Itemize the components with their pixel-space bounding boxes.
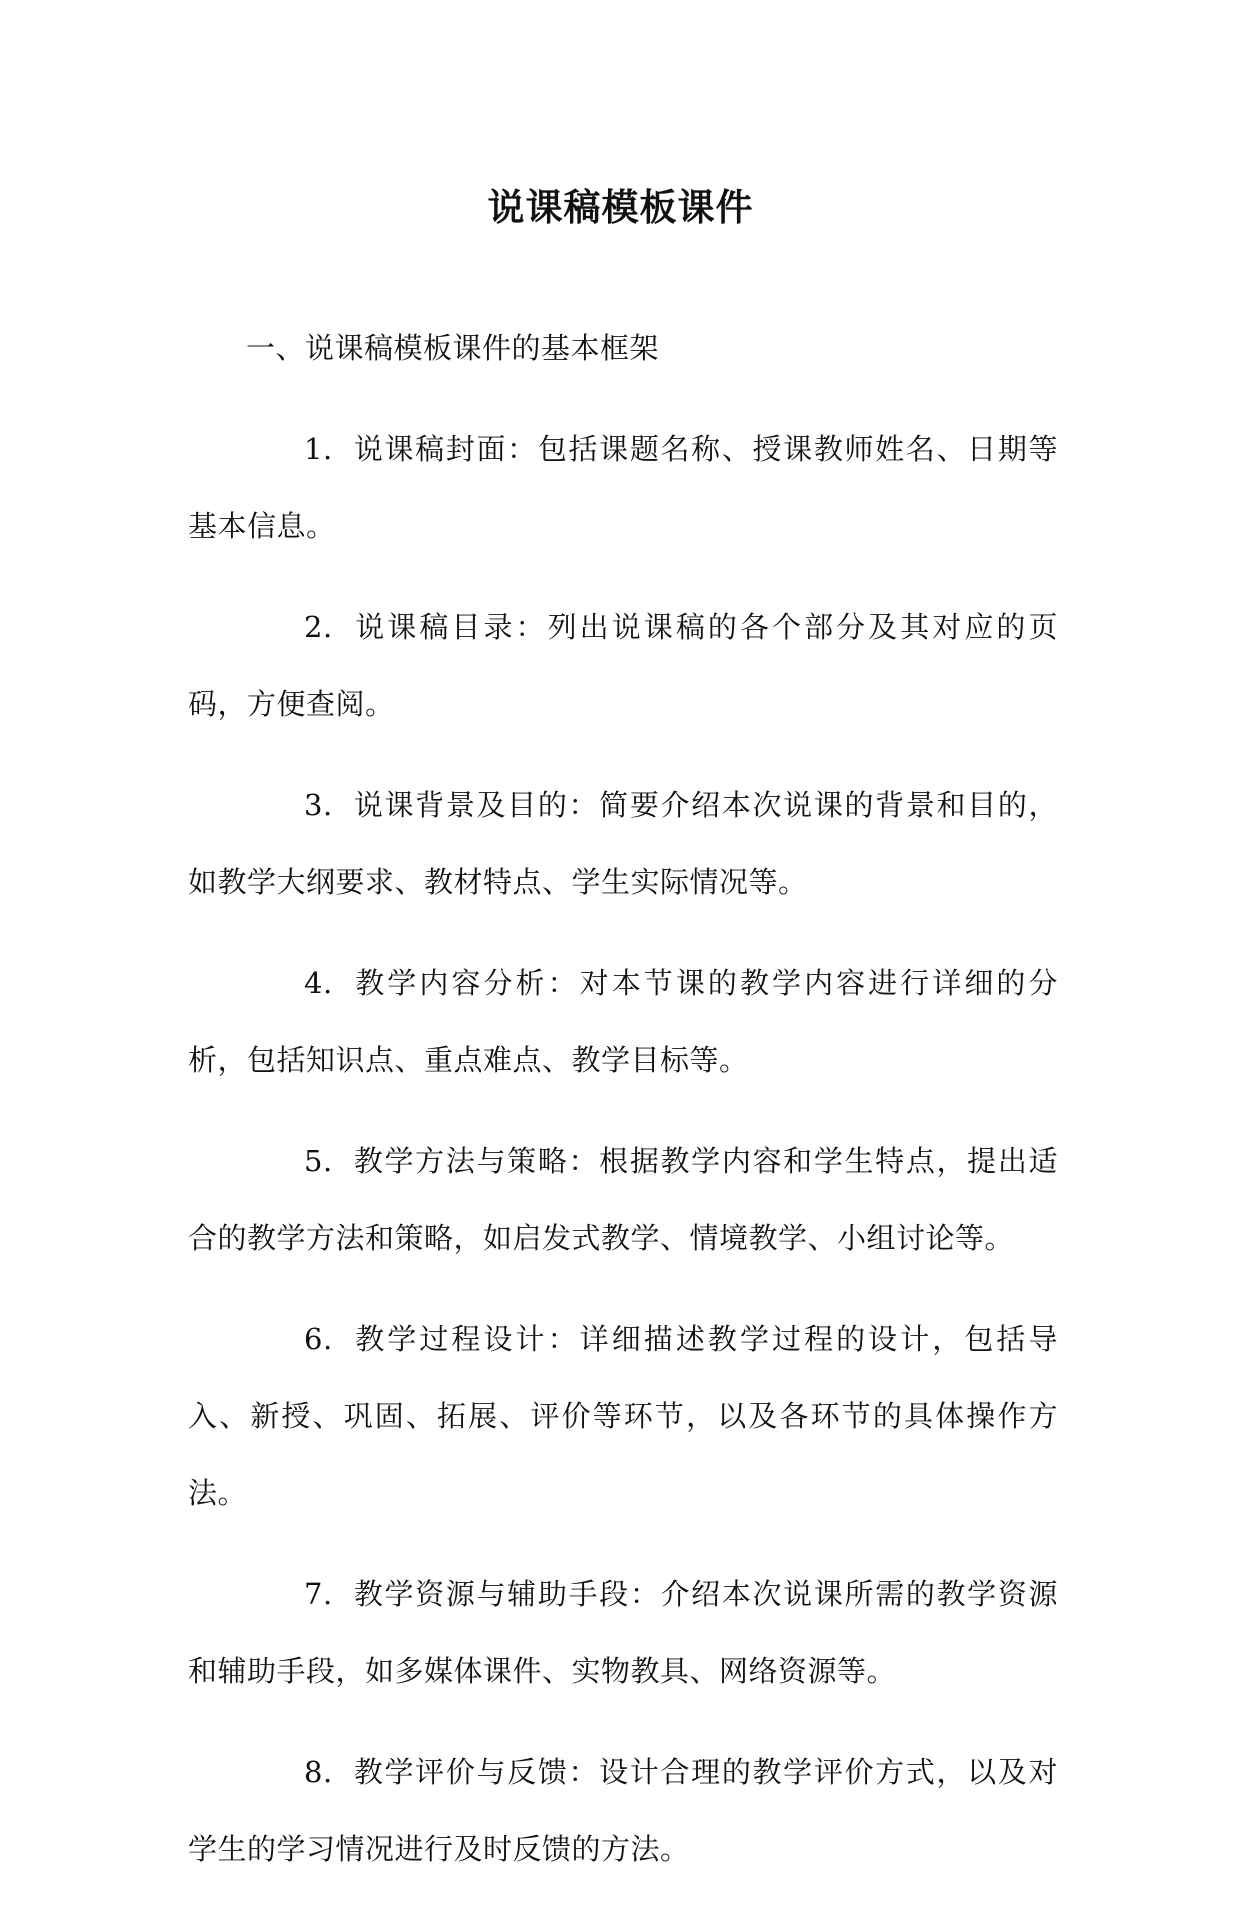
item-text: 教学评价与反馈：设计合理的教学评价方式，以及对学生的学习情况进行及时反馈的方法。	[188, 1755, 1058, 1866]
item-number: 5.	[304, 1144, 333, 1178]
item-text: 教学方法与策略：根据教学内容和学生特点，提出适合的教学方法和策略，如启发式教学、情境教学、小组讨论等。	[188, 1144, 1058, 1255]
item-number: 6.	[304, 1322, 333, 1356]
item-number: 4.	[304, 966, 333, 1000]
item-text: 教学过程设计：详细描述教学过程的设计，包括导入、新授、巩固、拓展、评价等环节，以及各环节的具体操作方法。	[188, 1322, 1058, 1510]
item-text: 说课背景及目的：简要介绍本次说课的背景和目的，如教学大纲要求、教材特点、学生实际情况等。	[188, 788, 1058, 899]
item-text: 教学内容分析：对本节课的教学内容进行详细的分析，包括知识点、重点难点、教学目标等。	[188, 966, 1058, 1077]
item-number: 3.	[304, 788, 333, 822]
list-item	[188, 1556, 1058, 1710]
list-item	[188, 1301, 1058, 1532]
item-number: 8.	[304, 1755, 333, 1789]
item-text: 说课稿封面：包括课题名称、授课教师姓名、日期等基本信息。	[188, 432, 1058, 543]
item-number: 1.	[304, 432, 333, 466]
list-item	[188, 767, 1058, 921]
list-item	[188, 945, 1058, 1099]
document-body	[188, 310, 1058, 1912]
item-text: 说课稿目录：列出说课稿的各个部分及其对应的页码，方便查阅。	[188, 610, 1058, 721]
item-text: 教学资源与辅助手段：介绍本次说课所需的教学资源和辅助手段，如多媒体课件、实物教具、网络资源等。	[188, 1577, 1058, 1688]
section-heading: 一、说课稿模板课件的基本框架	[246, 331, 660, 365]
list-item	[188, 1123, 1058, 1277]
item-number: 7.	[304, 1577, 333, 1611]
list-item	[188, 1734, 1058, 1888]
list-item	[188, 411, 1058, 565]
list-item	[188, 589, 1058, 743]
item-number: 2.	[304, 610, 333, 644]
document-title: 说课稿模板课件	[487, 186, 754, 229]
